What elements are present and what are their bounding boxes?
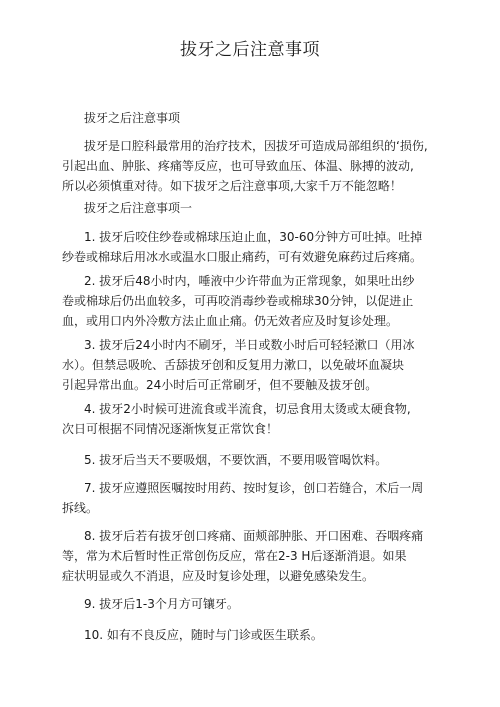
item-line: 等，常为术后暂时性正常创伤反应，常在2-3 H后逐渐消退。如果 [62, 549, 407, 563]
section-heading: 拔牙之后注意事项一 [84, 201, 193, 215]
list-item [62, 271, 452, 331]
item-line: 3. 拔牙后24小时内不刷牙，半日或数小时后可轻轻漱口（用冰 [84, 338, 415, 352]
list-item [62, 625, 452, 645]
item-line: 7. 拔牙应遵照医嘱按时用药、按时复诊，创口若缝合，术后一周 [84, 481, 424, 495]
item-line: 症状明显或久不消退，应及时复诊处理，以避免感染发生。 [62, 569, 375, 583]
subtitle: 拔牙之后注意事项 [84, 111, 181, 125]
list-item [62, 335, 452, 395]
intro-paragraph [62, 136, 452, 196]
item-line: 10. 如有不良反应，随时与门诊或医生联系。 [84, 628, 323, 642]
list-item [62, 526, 452, 586]
item-line: 1. 拔牙后咬住纱卷或棉球压迫止血，30-60分钟方可吐掉。吐掉 [84, 230, 423, 244]
page-title: 拔牙之后注意事项 [180, 40, 320, 60]
item-line: 次日可根据不同情况逐渐恢复正常饮食！ [62, 422, 279, 436]
item-line: 卷或棉球后仍出血较多，可再咬消毒纱卷或棉球30分钟，以促进止 [62, 294, 414, 308]
item-line: 4. 拔牙2小时候可进流食或半流食，切忌食用太烫或太硬食物, [84, 402, 411, 416]
list-item [62, 450, 452, 470]
item-line: 5. 拔牙后当天不要吸烟，不要饮酒，不要用吸管喝饮料。 [84, 453, 388, 467]
list-item [62, 594, 452, 614]
intro-line: 所以必须慎重对待。如下拔牙之后注意事项,大家千万不能忽略！ [62, 179, 402, 193]
intro-line: 拔牙是口腔科最常用的治疗技术，因拔牙可造成局部组织的‘损伤, [84, 139, 428, 153]
item-line: 2. 拔牙后48小时内，唾液中少许带血为正常现象，如果吐出纱 [84, 274, 415, 288]
item-line: 血，或用口内外冷敷方法止血止痛。仍无效者应及时复诊处理。 [62, 314, 399, 328]
item-line: 引起异常出血。24小时后可正常刷牙，但不要触及拔牙创。 [62, 378, 378, 392]
intro-line: 引起出血、肿胀、疼痛等反应，也可导致血压、体温、脉搏的波动, [62, 159, 414, 173]
item-line: 8. 拔牙后若有拔牙创口疼痛、面颊部肿胀、开口困难、吞咽疼痛 [84, 529, 424, 543]
list-item [62, 227, 452, 267]
list-item [62, 478, 452, 518]
item-line: 纱卷或棉球后用冰水或温水口服止痛药，可有效避免麻药过后疼痛。 [62, 250, 423, 264]
item-line: 拆线。 [62, 501, 99, 515]
item-line: 9. 拔牙后1-3个月方可镶牙。 [84, 597, 239, 611]
list-item [62, 399, 452, 439]
item-line: 水）。但禁忌吸吮、舌舔拔牙创和反复用力漱口，以免破坏血凝块 [62, 358, 405, 372]
